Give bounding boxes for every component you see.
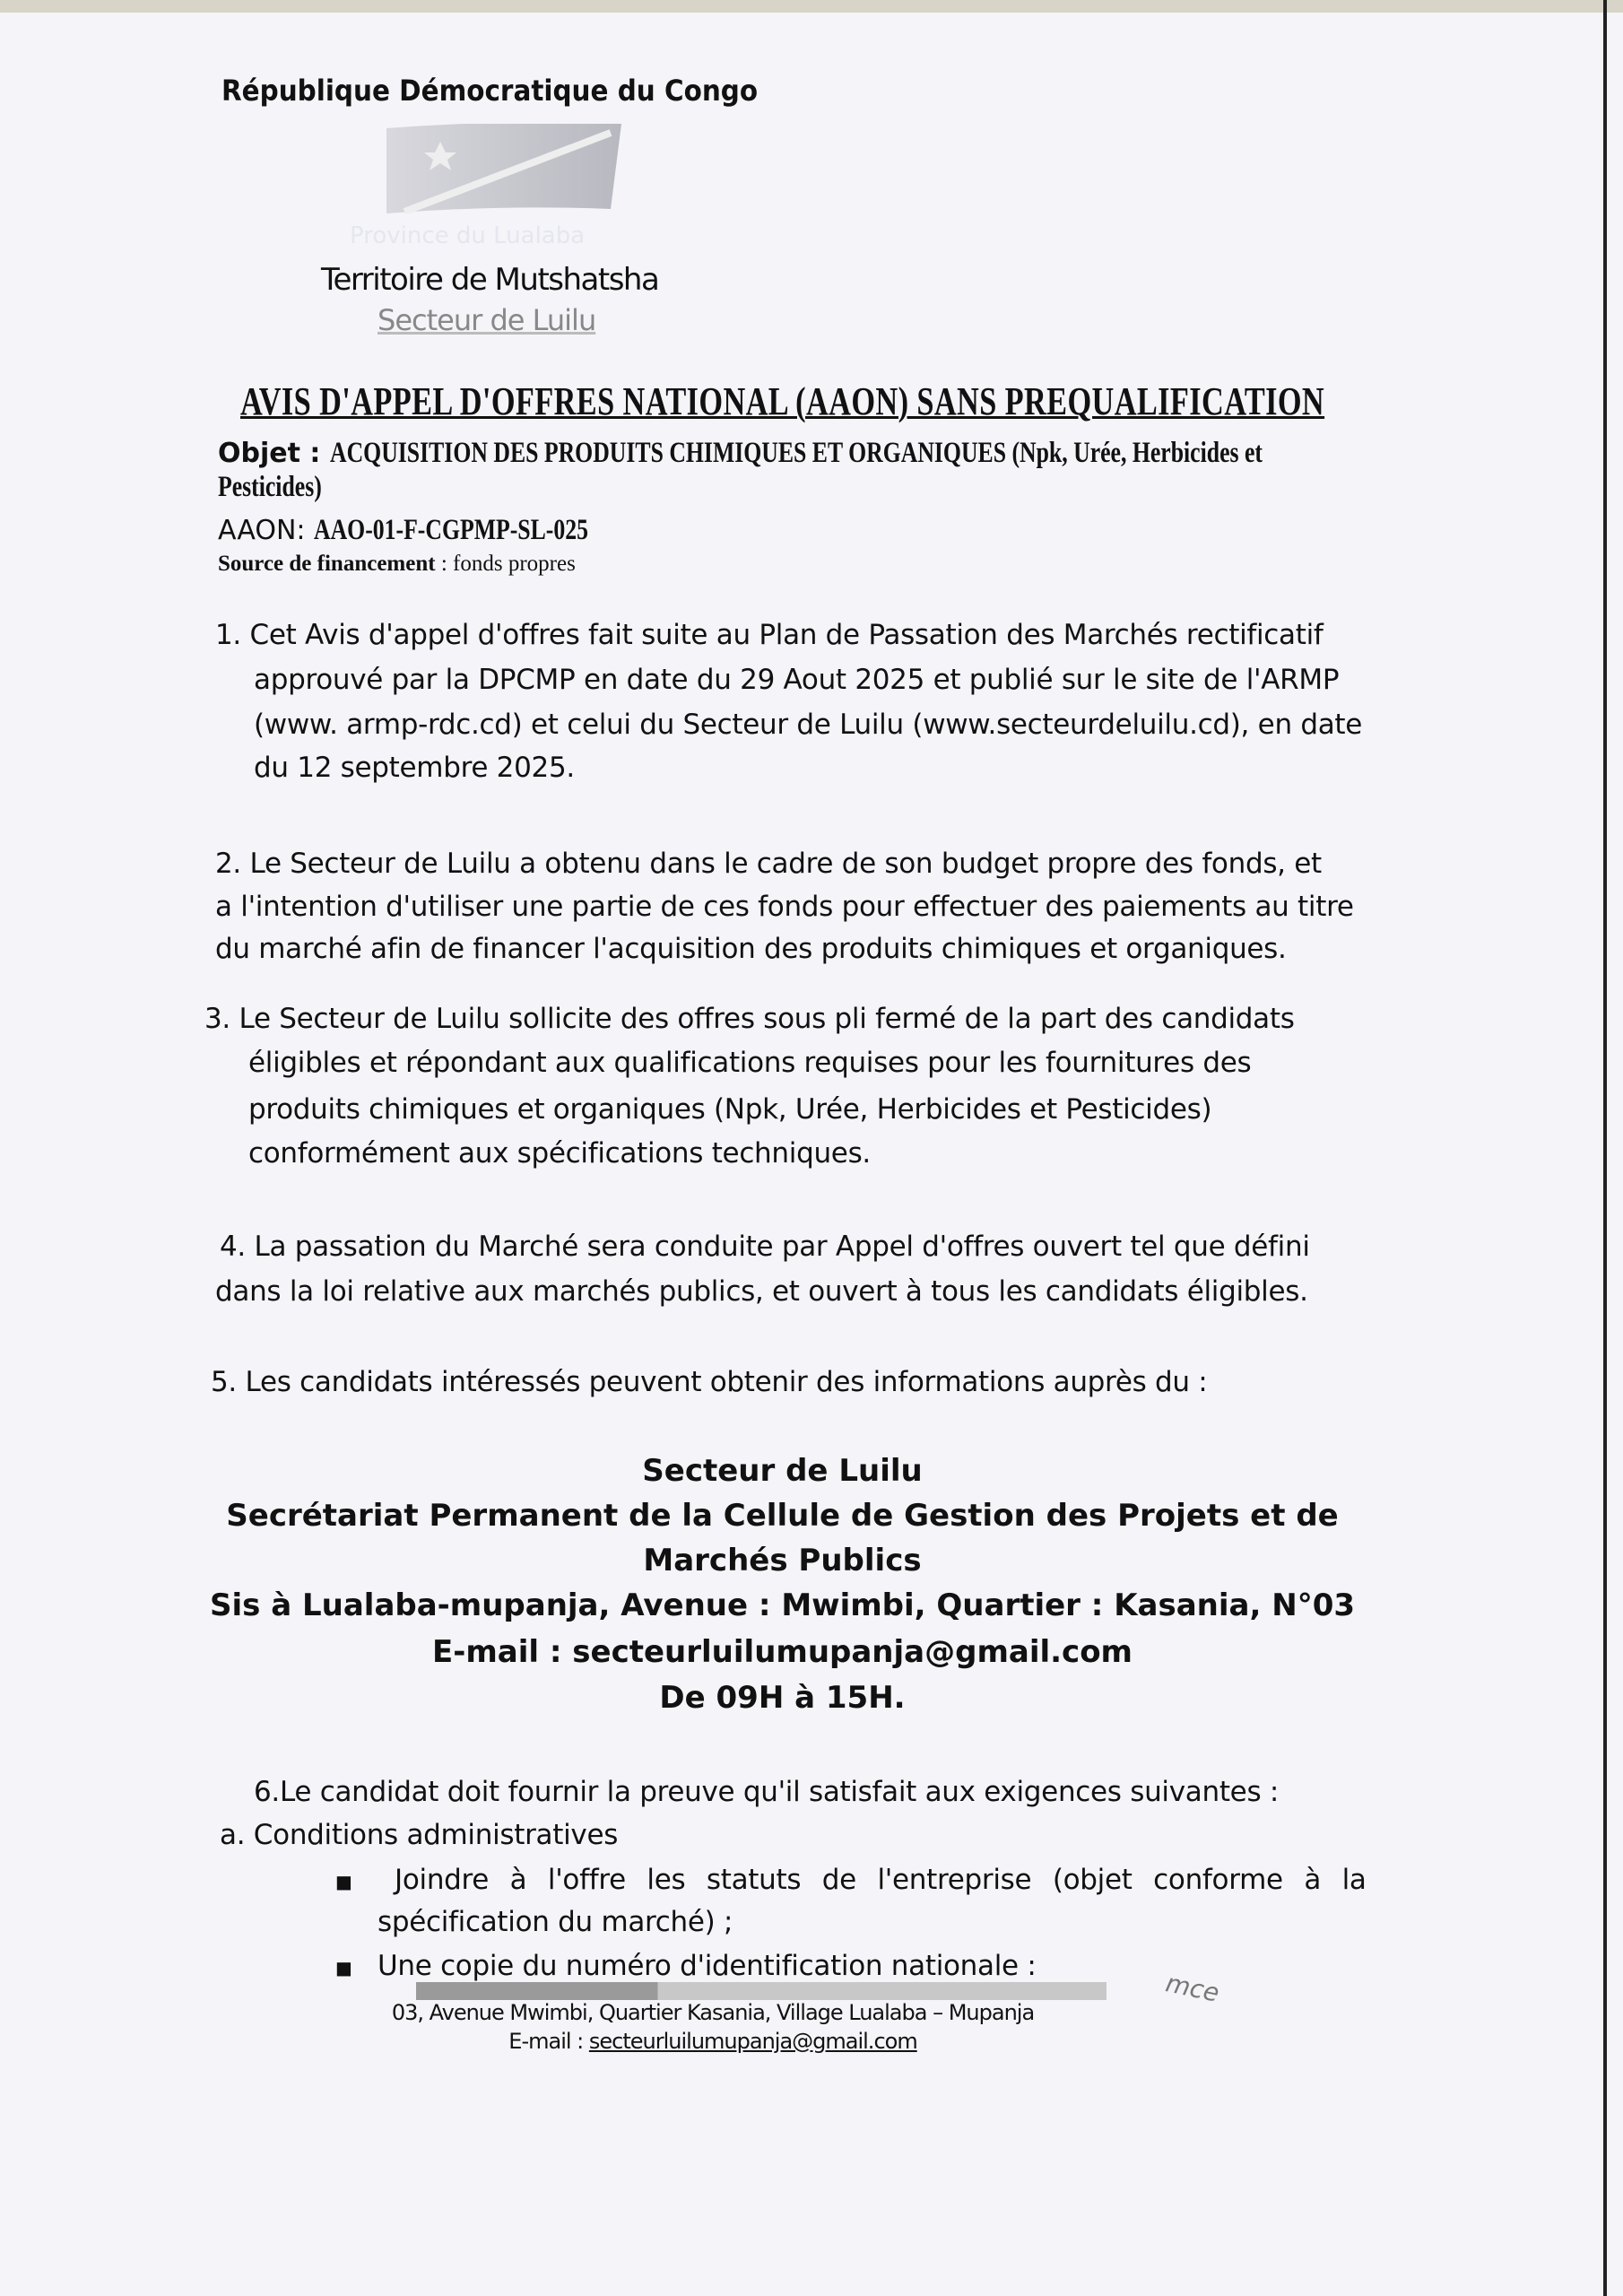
p6-subheading: a. Conditions administratives <box>220 1819 619 1851</box>
subject-line1: ACQUISITION DES PRODUITS CHIMIQUES ET ORGANIQUES (Npk, Urée, Herbicides et <box>329 437 1263 469</box>
province-watermark: Province du Lualaba <box>350 222 586 249</box>
contact-line: Secteur de Luilu <box>642 1453 923 1489</box>
funding-label: Source de financement <box>218 552 436 576</box>
funding-source <box>218 552 576 577</box>
country-name: République Démocratique du Congo <box>221 74 759 108</box>
p3-line: 3. Le Secteur de Luilu sollicite des offres sous pli fermé de la part des candidats <box>204 1003 1295 1035</box>
contact-hours: De 09H à 15H. <box>659 1680 906 1716</box>
p1-line: 1. Cet Avis d'appel d'offres fait suite au Plan de Passation des Marchés rectificatif <box>215 619 1324 651</box>
aaon-value: AAO-01-F-CGPMP-SL-025 <box>314 514 589 546</box>
contact-line: Marchés Publics <box>643 1543 922 1578</box>
p2-line: a l'intention d'utiliser une partie de ces fonds pour effectuer des paiements au titre <box>215 891 1354 923</box>
p2-line: du marché afin de financer l'acquisition des produits chimiques et organiques. <box>215 933 1287 965</box>
p5-line: 5. Les candidats intéressés peuvent obtenir des informations auprès du : <box>211 1366 1208 1398</box>
footer-email <box>0 2029 1426 2054</box>
p1-line: approuvé par la DPCMP en date du 29 Aout 2025 et publié sur le site de l'ARMP <box>254 664 1340 696</box>
contact-line: Secrétariat Permanent de la Cellule de Gestion des Projets et de <box>226 1498 1339 1534</box>
contact-email: E-mail : secteurluilumupanja@gmail.com <box>432 1634 1133 1670</box>
scan-right-edge <box>1603 0 1607 2296</box>
subject <box>218 434 1525 470</box>
bullet-text: Joindre à l'offre les statuts de l'entreprise (objet conforme à la <box>395 1864 1367 1896</box>
scan-top-edge <box>0 0 1623 13</box>
aaon-label: AAON: <box>218 515 315 546</box>
bullet-text: Une copie du numéro d'identification nationale : <box>378 1950 1037 1982</box>
p4-line: 4. La passation du Marché sera conduite par Appel d'offres ouvert tel que défini <box>220 1231 1310 1263</box>
bullet-text: spécification du marché) ; <box>378 1906 733 1938</box>
p2-line: 2. Le Secteur de Luilu a obtenu dans le cadre de son budget propre des fonds, et <box>215 848 1322 880</box>
contact-line: Sis à Lualaba-mupanja, Avenue : Mwimbi, Quartier : Kasania, N°03 <box>209 1587 1356 1623</box>
bullet-icon: ■ <box>335 1957 352 1979</box>
p1-line: du 12 septembre 2025. <box>254 752 575 784</box>
p6-intro: 6.Le candidat doit fournir la preuve qu'il satisfait aux exigences suivantes : <box>254 1776 1279 1808</box>
aaon-reference <box>218 511 665 547</box>
p1-line: (www. armp-rdc.cd) et celui du Secteur de Luilu (www.secteurdeluilu.cd), en date <box>254 709 1363 741</box>
bullet-icon: ■ <box>335 1871 352 1892</box>
footer-email-label: E-mail : <box>508 2029 589 2054</box>
flag-logo <box>386 124 621 213</box>
territory-name: Territoire de Mutshatsha <box>321 262 659 298</box>
p4-line: dans la loi relative aux marchés publics, et ouvert à tous les candidats éligibles. <box>215 1275 1308 1308</box>
subject-line2: Pesticides) <box>218 471 322 503</box>
footer-address: 03, Avenue Mwimbi, Quartier Kasania, Village Lualaba – Mupanja <box>391 2000 1035 2025</box>
p3-line: conformément aux spécifications techniques. <box>248 1137 871 1170</box>
p3-line: éligibles et répondant aux qualifications requises pour les fournitures des <box>248 1047 1252 1079</box>
funding-value: : fonds propres <box>435 552 576 576</box>
document-title: AVIS D'APPEL D'OFFRES NATIONAL (AAON) SANS PREQUALIFICATION <box>240 379 1325 423</box>
footer-email-link[interactable]: secteurluilumupanja@gmail.com <box>588 2029 917 2054</box>
redaction-bar <box>416 1982 1107 2000</box>
handwritten-initials: mce <box>1163 1968 1222 2008</box>
subject-label: Objet : <box>218 438 330 469</box>
sector-name: Secteur de Luilu <box>378 303 596 337</box>
p3-line: produits chimiques et organiques (Npk, Urée, Herbicides et Pesticides) <box>248 1093 1212 1126</box>
